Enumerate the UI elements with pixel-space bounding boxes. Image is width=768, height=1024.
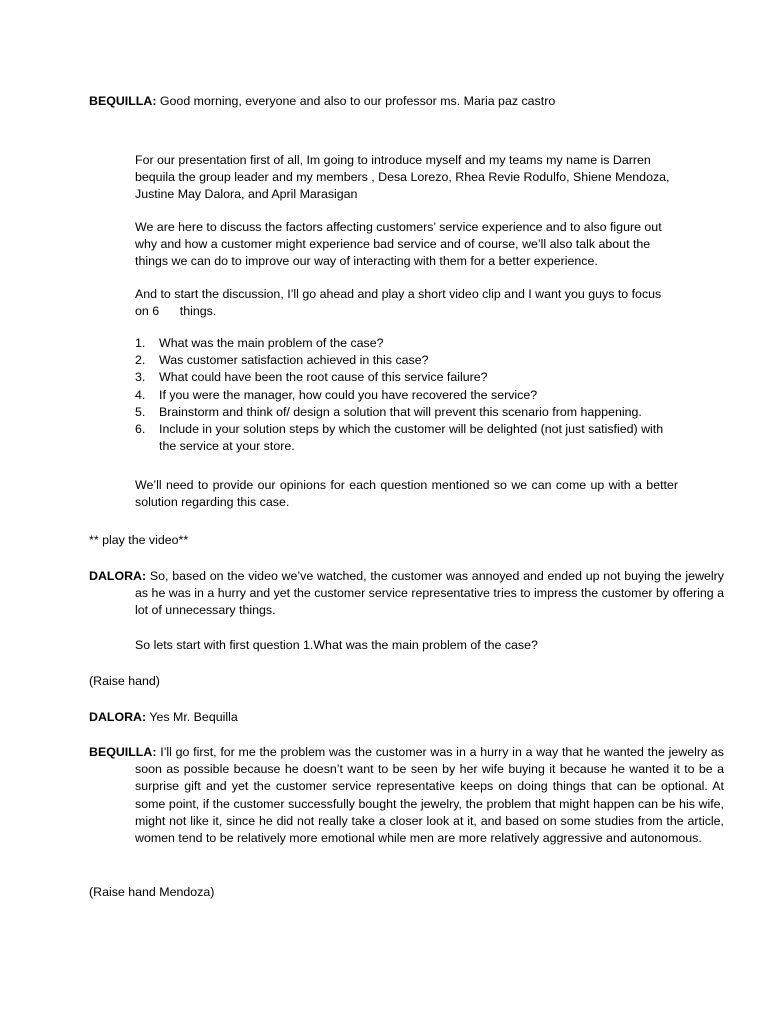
list-number: 4. [135,387,146,402]
list-item [135,387,678,404]
speaker-label: BEQUILLA: [89,745,157,759]
stage-direction: ** play the video** [89,533,189,547]
list-number: 3. [135,370,146,385]
list-text: Include in your solution steps by which the customer will be delighted (not just satisfied) with the service at your store. [159,422,664,454]
dialogue-text: Yes Mr. Bequilla [146,710,238,724]
list-text: Brainstorm and think of/ design a solution that will prevent this scenario from happening. [159,404,642,419]
speaker-label: DALORA: [89,569,147,583]
dalora-reply [89,709,678,726]
first-question-prompt: So lets start with first question 1.What was the main problem of the case? [135,638,538,652]
dialogue-text: So, based on the video we’ve watched, the customer was annoyed and ended up not buying the jewelry as he was in a hurry and yet the customer service representative tries to impress the customer by offering a lot of unnecessary things. [135,569,724,618]
list-number: 5. [135,404,146,419]
bequilla-answer [89,744,724,847]
list-item [135,421,678,455]
questions-list [135,335,678,455]
discussion-start-paragraph: And to start the discussion, I’ll go ahead and play a short video clip and I want you guys to focus on 6 things. [135,287,662,319]
list-number: 2. [135,353,146,368]
purpose-paragraph: We are here to discuss the factors affecting customers’ service experience and to also figure out why and how a customer might experience bad service and of course, we’ll also talk about the things we can do to improve our way of interacting with them for a better experience. [135,220,662,269]
intro-line [89,93,689,110]
list-item [135,352,678,369]
stage-direction: (Raise hand) [89,674,160,688]
speaker-label: BEQUILLA: [89,94,157,108]
list-item [135,335,678,352]
list-text: If you were the manager, how could you have recovered the service? [159,387,538,402]
opinions-paragraph: We’ll need to provide our opinions for each question mentioned so we can come up with a better solution regarding this case. [135,478,678,510]
list-number: 6. [135,422,146,437]
dialogue-text: Good morning, everyone and also to our professor ms. Maria paz castro [156,94,556,108]
list-number: 1. [135,336,146,350]
introduction-paragraph: For our presentation first of all, Im going to introduce myself and my teams my name is Darren bequila the group leader and my members , Desa Lorezo, Rhea Revie Rodulfo, Shiene Mendoza, Justine May Dalora, and April Marasigan [135,153,670,202]
list-text: Was customer satisfaction achieved in this case? [159,353,429,368]
list-text: What was the main problem of the case? [159,336,384,350]
dalora-dialogue [89,568,724,620]
list-text: What could have been the root cause of this service failure? [159,370,488,385]
dialogue-text: I’ll go first, for me the problem was the customer was in a hurry in a way that he wanted the jewelry as soon as possible because he doesn’t want to be seen by her wife buying it because he wanted it to be a surprise gift and yet the customer service representative keeps on doing things that can be optional. At some point, if the customer successfully bought the jewelry, the problem that might happen can be his wife, might not like it, since he did not really take a closer look at it, and based on some studies from the article, women tend to be relatively more emotional while men are more relatively aggressive and autonomous. [135,745,724,846]
stage-direction: (Raise hand Mendoza) [89,885,215,899]
list-item [135,369,678,386]
list-item [135,404,678,421]
speaker-label: DALORA: [89,710,147,724]
